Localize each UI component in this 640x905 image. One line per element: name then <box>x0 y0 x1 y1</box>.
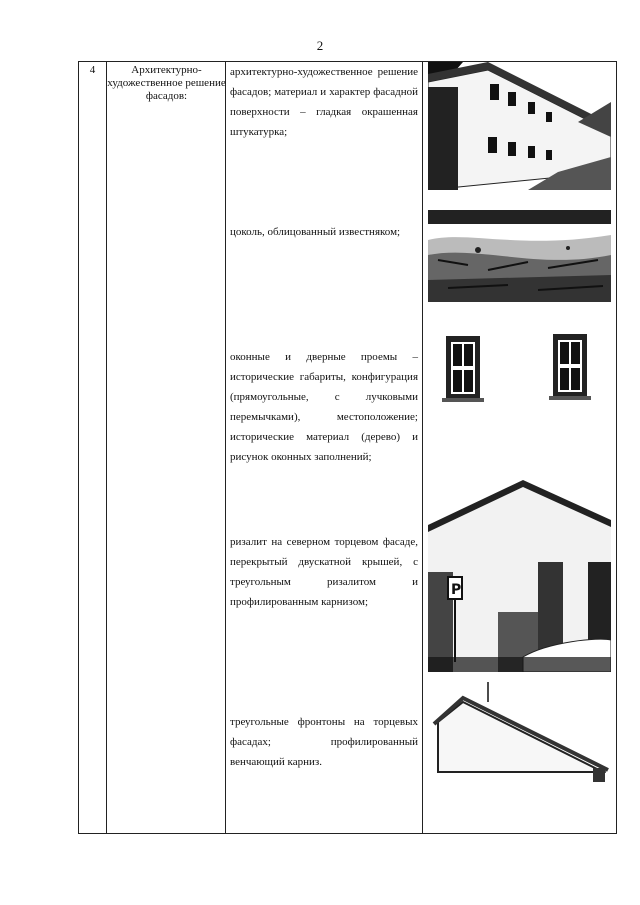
building-facade-photo <box>428 62 611 190</box>
row-title: Архитектурно-художественное решение фасадов: <box>107 64 226 102</box>
row-number: 4 <box>89 64 96 76</box>
column-divider <box>106 62 107 833</box>
architecture-table <box>78 61 617 834</box>
windows-photo <box>428 330 611 420</box>
plinth-description: цоколь, облицованный известняком; <box>230 226 401 238</box>
risalit-description: ризалит на северном торцевом фасаде, перекрытый двускатной крышей, с треугольным ризалитом и профилированным карнизом; <box>230 536 418 608</box>
svg-text:P: P <box>451 582 462 598</box>
limestone-plinth-photo <box>428 210 611 302</box>
openings-description: оконные и дверные проемы – исторические габариты, конфигурация (прямоугольные, с лучковыми перемычками), местоположение; исторические материал (дерево) и рисунок оконных заполнений; <box>230 351 418 463</box>
facade-description: архитектурно-художественное решение фасадов; материал и характер фасадной поверхности – гладкая окрашенная штукатурка; <box>230 66 418 138</box>
risalit-photo <box>428 472 611 672</box>
pediment-description: треугольные фронтоны на торцевых фасадах; профилированный венчающий карниз. <box>230 716 418 768</box>
page-number: 2 <box>316 38 324 53</box>
pediment-photo <box>428 682 611 792</box>
column-divider <box>225 62 226 833</box>
column-divider <box>422 62 423 833</box>
